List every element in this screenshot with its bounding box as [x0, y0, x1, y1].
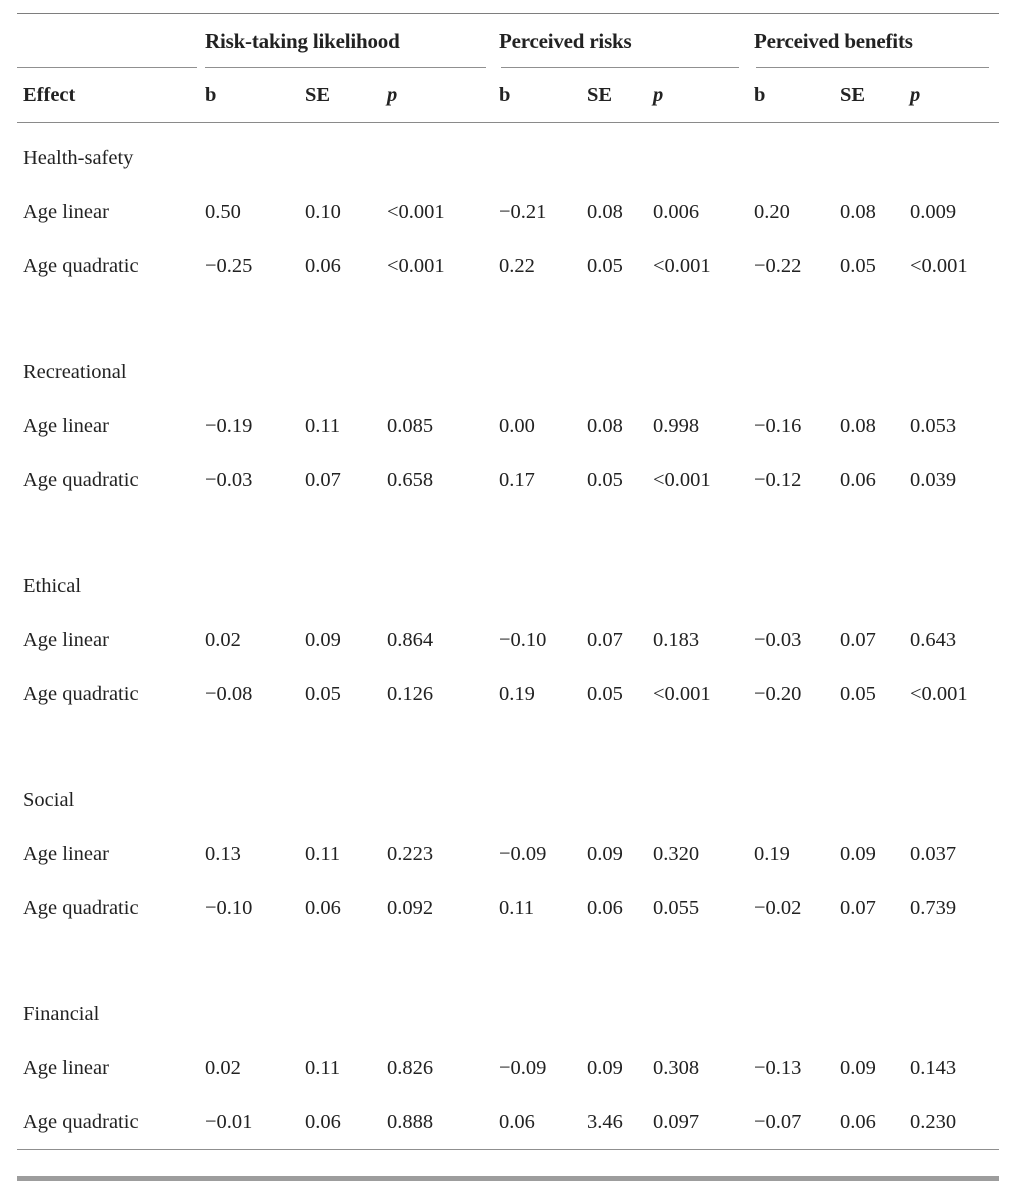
cell-se: 0.06 [587, 896, 623, 919]
cell-se: 3.46 [587, 1110, 623, 1133]
cell-p: 0.223 [387, 842, 434, 865]
cell-b: −0.03 [205, 468, 253, 491]
cell-se: 0.08 [587, 414, 623, 437]
cell-b: −0.03 [754, 628, 802, 651]
column-group-header-risk-taking [205, 14, 499, 68]
cell-b: −0.01 [205, 1110, 253, 1133]
cell-p: <0.001 [910, 682, 968, 705]
cell-se: 0.07 [840, 628, 876, 651]
cell-se: 0.08 [587, 200, 623, 223]
cell-se: 0.07 [305, 468, 341, 491]
cell-p: <0.001 [653, 682, 711, 705]
cell-p: 0.826 [387, 1056, 434, 1079]
cell-b: −0.12 [754, 468, 802, 491]
cell-b: 0.02 [205, 628, 241, 651]
bottom-rule [17, 1176, 999, 1181]
cell-se: 0.09 [305, 628, 341, 651]
table-row [17, 613, 999, 667]
cell-se: 0.06 [305, 254, 341, 277]
subheader-p-3: p [910, 83, 921, 106]
cell-p: <0.001 [910, 254, 968, 277]
table-row [17, 1095, 999, 1149]
cell-b: 0.17 [499, 468, 535, 491]
section-header-row [17, 773, 999, 827]
cell-p: 0.143 [910, 1056, 957, 1079]
cell-p: 0.097 [653, 1110, 700, 1133]
cell-se: 0.09 [840, 1056, 876, 1079]
cell-b: −0.25 [205, 254, 253, 277]
cell-p: 0.308 [653, 1056, 700, 1079]
cell-se: 0.10 [305, 200, 341, 223]
cell-b: 0.22 [499, 254, 535, 277]
cell-se: 0.05 [840, 254, 876, 277]
section-label: Social [23, 788, 75, 811]
row-label: Age quadratic [23, 1110, 139, 1133]
footer-gap [17, 1150, 999, 1176]
cell-se: 0.05 [305, 682, 341, 705]
cell-b: 0.13 [205, 842, 241, 865]
table-row [17, 1041, 999, 1095]
subheader-p-1: p [387, 83, 398, 106]
table-row [17, 185, 999, 239]
cell-b: 0.20 [754, 200, 790, 223]
cell-se: 0.08 [840, 414, 876, 437]
section-spacer [17, 721, 999, 773]
section-header-row [17, 559, 999, 613]
cell-se: 0.05 [587, 468, 623, 491]
cell-b: −0.22 [754, 254, 802, 277]
section-label: Financial [23, 1002, 100, 1025]
cell-se: 0.06 [305, 1110, 341, 1133]
cell-b: 0.19 [499, 682, 535, 705]
cell-se: 0.07 [840, 896, 876, 919]
column-group-row [17, 14, 999, 68]
column-group-header-perceived-benefits [754, 14, 999, 68]
table-row [17, 239, 999, 293]
subheader-se-2: SE [587, 83, 613, 106]
cell-p: <0.001 [387, 200, 445, 223]
cell-p: 0.039 [910, 468, 957, 491]
section-spacer [17, 935, 999, 987]
cell-p: 0.739 [910, 896, 957, 919]
cell-b: −0.07 [754, 1110, 802, 1133]
cell-se: 0.06 [840, 468, 876, 491]
cell-se: 0.05 [840, 682, 876, 705]
cell-se: 0.05 [587, 254, 623, 277]
cell-se: 0.06 [305, 896, 341, 919]
cell-b: −0.09 [499, 1056, 547, 1079]
section-spacer [17, 507, 999, 559]
subheader-b-3: b [754, 83, 766, 106]
cell-se: 0.08 [840, 200, 876, 223]
cell-b: 0.50 [205, 200, 241, 223]
cell-se: 0.11 [305, 1056, 341, 1079]
cell-b: 0.02 [205, 1056, 241, 1079]
subheader-se-1: SE [305, 83, 331, 106]
cell-p: 0.037 [910, 842, 957, 865]
effect-column-header: Effect [23, 83, 76, 106]
subheader-b-2: b [499, 83, 511, 106]
cell-se: 0.11 [305, 414, 341, 437]
cell-se: 0.09 [840, 842, 876, 865]
cell-b: −0.16 [754, 414, 802, 437]
section-label: Health-safety [23, 146, 134, 169]
cell-b: −0.20 [754, 682, 802, 705]
table-row [17, 453, 999, 507]
cell-p: <0.001 [387, 254, 445, 277]
section-label: Recreational [23, 360, 127, 383]
cell-p: 0.085 [387, 414, 434, 437]
cell-b: −0.09 [499, 842, 547, 865]
row-label: Age linear [23, 628, 109, 651]
row-label: Age quadratic [23, 896, 139, 919]
cell-b: 0.11 [499, 896, 535, 919]
cell-se: 0.09 [587, 1056, 623, 1079]
row-label: Age linear [23, 1056, 109, 1079]
cell-p: 0.092 [387, 896, 434, 919]
column-group-header-perceived-risks [499, 14, 754, 68]
subheader-b-1: b [205, 83, 217, 106]
cell-se: 0.05 [587, 682, 623, 705]
subheader-p-2: p [653, 83, 664, 106]
row-label: Age quadratic [23, 254, 139, 277]
row-label: Age linear [23, 842, 109, 865]
column-header-row [17, 68, 999, 123]
section-spacer [17, 293, 999, 345]
row-label: Age quadratic [23, 468, 139, 491]
cell-p: 0.055 [653, 896, 700, 919]
section-label: Ethical [23, 574, 82, 597]
row-label: Age quadratic [23, 682, 139, 705]
section-header-row [17, 987, 999, 1041]
cell-p: 0.183 [653, 628, 700, 651]
cell-b: −0.13 [754, 1056, 802, 1079]
cell-b: −0.21 [499, 200, 547, 223]
regression-results-table [17, 13, 999, 1181]
cell-p: 0.864 [387, 628, 434, 651]
column-group-label: Perceived risks [499, 28, 632, 53]
table-row [17, 667, 999, 721]
cell-se: 0.09 [587, 842, 623, 865]
section-header-row [17, 345, 999, 399]
cell-p: 0.888 [387, 1110, 434, 1133]
stub-group-cell [17, 14, 205, 68]
table-row [17, 399, 999, 453]
cell-se: 0.06 [840, 1110, 876, 1133]
cell-b: −0.02 [754, 896, 802, 919]
cell-p: <0.001 [653, 254, 711, 277]
cell-b: 0.19 [754, 842, 790, 865]
cell-b: −0.08 [205, 682, 253, 705]
cell-p: 0.998 [653, 414, 700, 437]
table-row [17, 827, 999, 881]
cell-p: 0.320 [653, 842, 700, 865]
row-label: Age linear [23, 200, 109, 223]
cell-p: 0.126 [387, 682, 434, 705]
column-group-label: Perceived benefits [754, 28, 913, 53]
cell-b: −0.10 [499, 628, 547, 651]
subheader-se-3: SE [840, 83, 866, 106]
cell-p: 0.643 [910, 628, 957, 651]
section-header-row [17, 131, 999, 185]
cell-b: 0.00 [499, 414, 535, 437]
table-row [17, 881, 999, 935]
row-label: Age linear [23, 414, 109, 437]
cell-se: 0.11 [305, 842, 341, 865]
cell-p: 0.009 [910, 200, 957, 223]
cell-p: 0.053 [910, 414, 957, 437]
cell-p: 0.230 [910, 1110, 957, 1133]
cell-b: −0.10 [205, 896, 253, 919]
column-group-label: Risk-taking likelihood [205, 28, 400, 53]
cell-p: <0.001 [653, 468, 711, 491]
cell-p: 0.006 [653, 200, 700, 223]
cell-p: 0.658 [387, 468, 434, 491]
cell-b: 0.06 [499, 1110, 535, 1133]
cell-b: −0.19 [205, 414, 253, 437]
table-body [17, 123, 999, 1150]
cell-se: 0.07 [587, 628, 623, 651]
